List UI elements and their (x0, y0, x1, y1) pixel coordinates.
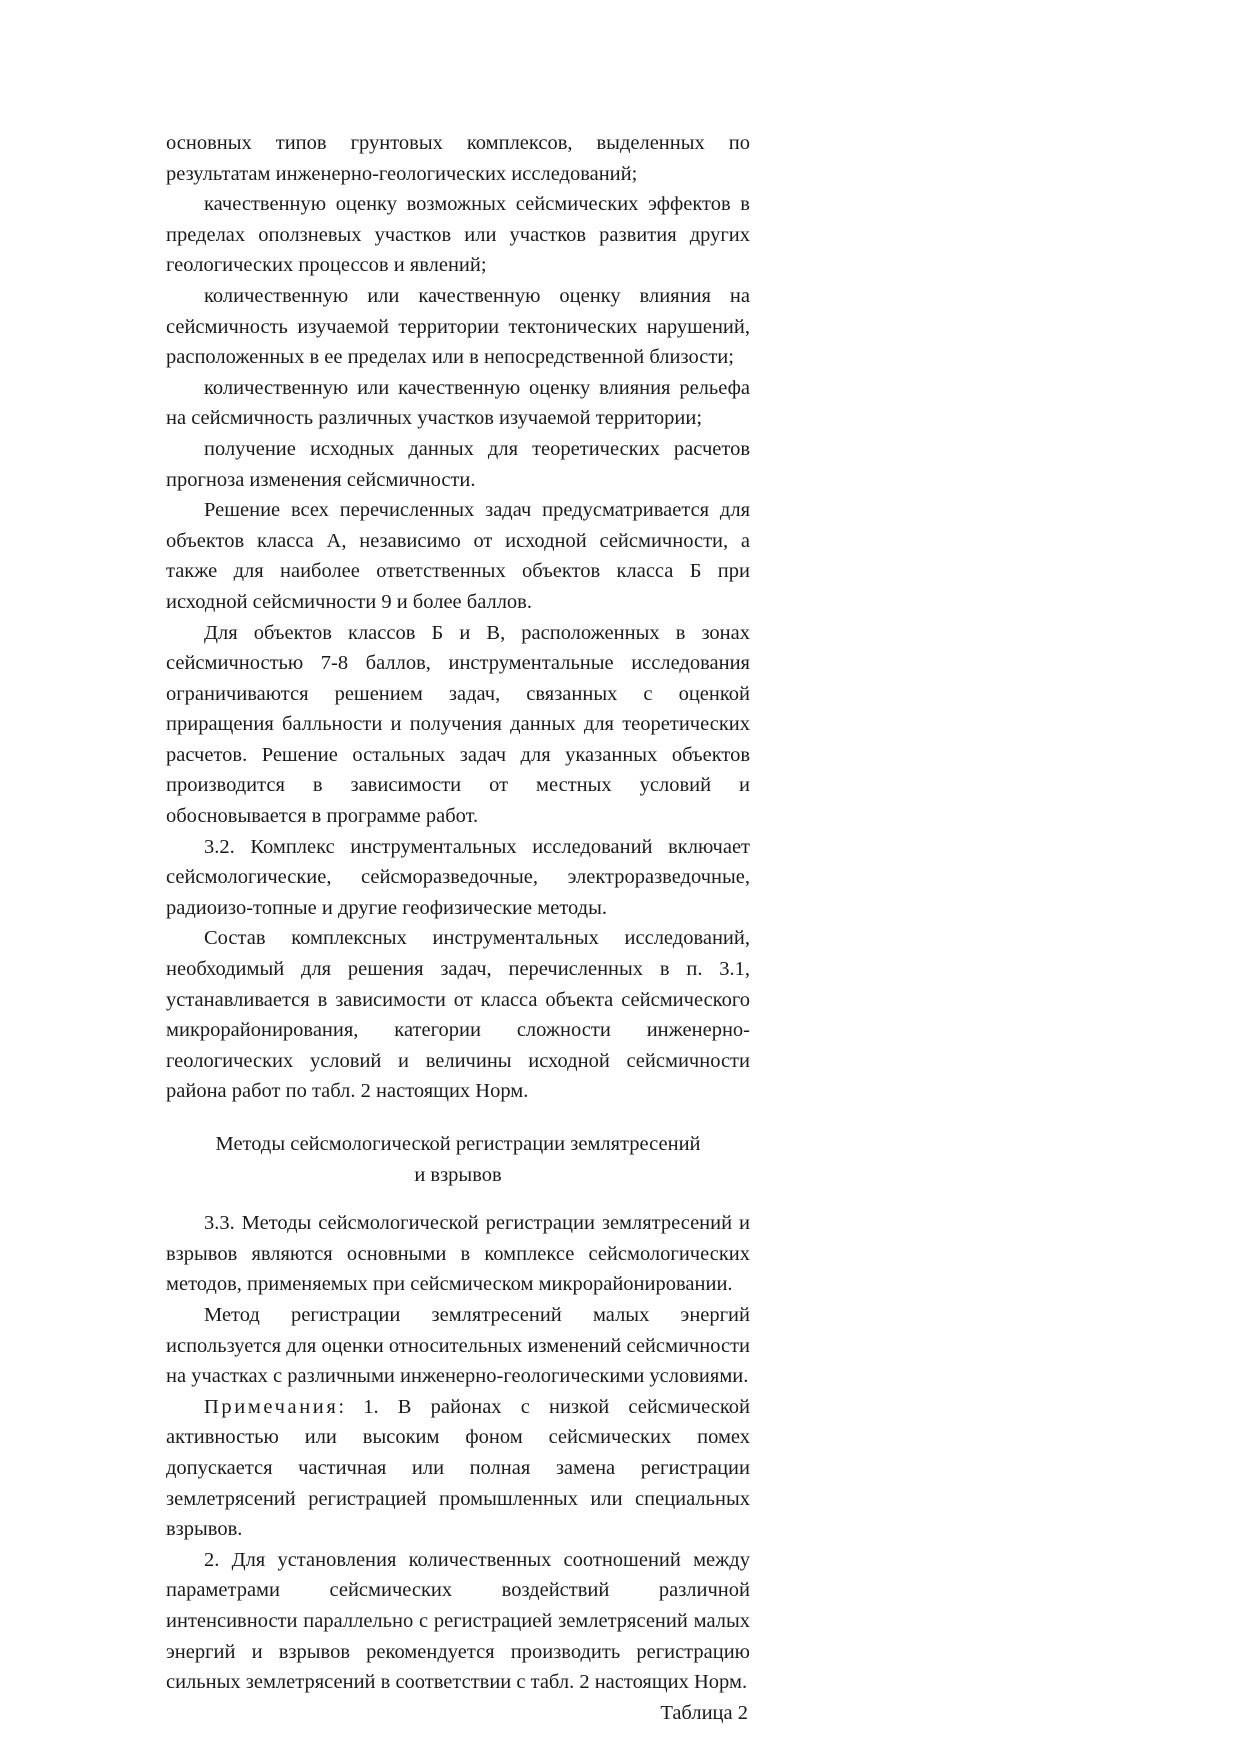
table-caption: Таблица 2 (660, 1701, 748, 1724)
paragraph-qualitative-seismic-effects: качественную оценку возможных сейсмических эффектов в пределах оползневых участков или участков развития других геологических процессов и явлений; (166, 193, 750, 277)
paragraph-note-1 (166, 1392, 750, 1545)
section-heading-line-2: и взрывов (414, 1163, 502, 1186)
paragraph-note-2: 2. Для установления количественных соотношений между параметрами сейсмических воздействий различной интенсивности параллельно с регистрацией землетрясений малых энергий и взрывов рекомендуется производить регистрацию сильных землетрясений в соответствии с табл. 2 настоящих Норм. (166, 1548, 750, 1694)
notes-label: Примечания (204, 1395, 339, 1418)
paragraph-tectonic-disturbances: количественную или качественную оценку влияния на сейсмичность изучаемой территории тектонических нарушений, расположенных в ее пределах или в непосредственной близости; (166, 284, 750, 369)
text-column (166, 128, 750, 1728)
paragraph-class-b-v-objects: Для объектов классов Б и В, расположенных в зонах сейсмичностью 7-8 баллов, инструментальные исследования ограничиваются решением задач, связанных с оценкой приращения балльности и получения данных для теоретических расчетов. Решение остальных задач для указанных объектов производится в зависимости от местных условий и обосновывается в программе работ. (166, 621, 750, 828)
paragraph-intro-ground-types: основных типов грунтовых комплексов, выделенных по результатам инженерно-геологических исследований; (166, 132, 750, 185)
section-heading-line-1: Методы сейсмологической регистрации землятресений (215, 1133, 701, 1155)
paragraph-clause-3-2: 3.2. Комплекс инструментальных исследований включает сейсмологические, сейсморазведочные, электроразведочные, радиоизо-топные и другие геофизические методы. (166, 835, 750, 919)
paragraph-relief-influence: количественную или качественную оценку влияния рельефа на сейсмичность различных участков изучаемой территории; (166, 376, 750, 430)
paragraph-initial-data: получение исходных данных для теоретических расчетов прогноза изменения сейсмичности. (166, 437, 750, 491)
paragraph-low-energy-registration: Метод регистрации землятресений малых энергий используется для оценки относительных изменений сейсмичности на участках с различными инженерно-геологическими условиями. (166, 1303, 750, 1388)
section-heading (166, 1129, 750, 1190)
paragraph-instrumental-research-composition: Состав комплексных инструментальных исследований, необходимый для решения задач, перечисленных в п. 3.1, устанавливается в зависимости от класса объекта сейсмического микрорайонирования, категории сложности инженерно-геологических условий и величины исходной сейсмичности района работ по табл. 2 настоящих Норм. (166, 927, 750, 1103)
paragraph-clause-3-3: 3.3. Методы сейсмологической регистрации землятресений и взрывов являются основными в комплексе сейсмологических методов, применяемых при сейсмическом микрорайонировании. (166, 1212, 750, 1296)
paragraph-class-a-objects: Решение всех перечисленных задач предусматривается для объектов класса А, независимо от исходной сейсмичности, а также для наиболее ответственных объектов класса Б при исходной сейсмичности 9 и более баллов. (166, 499, 750, 613)
note-1-text: : 1. В районах с низкой сейсмической активностью или высоким фоном сейсмических помех допускается частичная или полная замена регистрации землетрясений регистрацией промышленных или специальных взрывов. (166, 1395, 750, 1541)
